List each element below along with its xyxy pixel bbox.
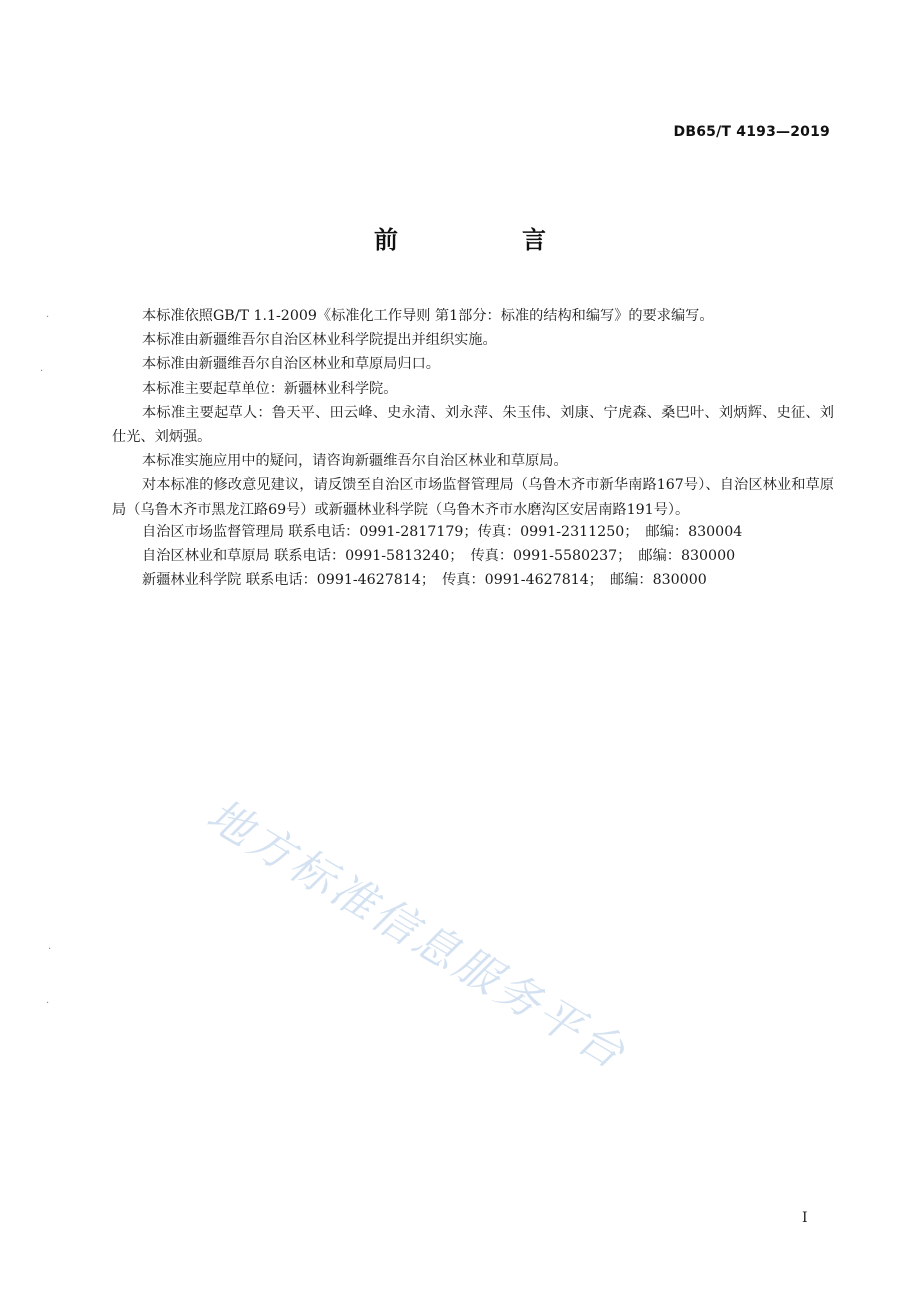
contact-line: 自治区市场监督管理局 联系电话：0991-2817179；传真：0991-2311250； 邮编：830004	[142, 524, 743, 540]
paragraph: 本标准依照GB/T 1.1-2009《标准化工作导则 第1部分：标准的结构和编写》的要求编写。	[142, 308, 714, 324]
scan-speck: ·	[48, 944, 52, 955]
contact-line: 新疆林业科学院 联系电话：0991-4627814； 传真：0991-4627814； 邮编：830000	[142, 572, 707, 588]
paragraph: 本标准主要起草人：鲁天平、田云峰、史永清、刘永萍、朱玉伟、刘康、宁虎森、桑巴叶、刘炳辉、史征、刘仕光、刘炳强。	[112, 404, 834, 446]
contact-line: 自治区林业和草原局 联系电话：0991-5813240； 传真：0991-5580237； 邮编：830000	[142, 548, 736, 564]
paragraph: 本标准主要起草单位：新疆林业科学院。	[142, 380, 398, 397]
paragraph: 本标准由新疆维吾尔自治区林业科学院提出并组织实施。	[142, 332, 497, 349]
scan-speck: ·	[46, 998, 50, 1009]
contact-info	[142, 520, 742, 592]
page-number: I	[802, 1210, 808, 1226]
page-title: 前 言	[374, 225, 596, 254]
standard-code: DB65/T 4193—2019	[673, 124, 830, 140]
scan-speck: ·	[46, 312, 50, 323]
paragraph: 本标准实施应用中的疑问，请咨询新疆维吾尔自治区林业和草原局。	[142, 453, 568, 470]
paragraph: 对本标准的修改意见建议，请反馈至自治区市场监督管理局（乌鲁木齐市新华南路167号）、自治区林业和草原局（乌鲁木齐市黑龙江路69号）或新疆林业科学院（乌鲁木齐市水磨沟区安居南路191号）。	[112, 477, 834, 518]
watermark: 地方标准信息服务平台	[198, 789, 636, 1081]
scan-speck: ·	[40, 366, 44, 377]
foreword-body	[112, 304, 834, 522]
paragraph: 本标准由新疆维吾尔自治区林业和草原局归口。	[142, 356, 440, 373]
